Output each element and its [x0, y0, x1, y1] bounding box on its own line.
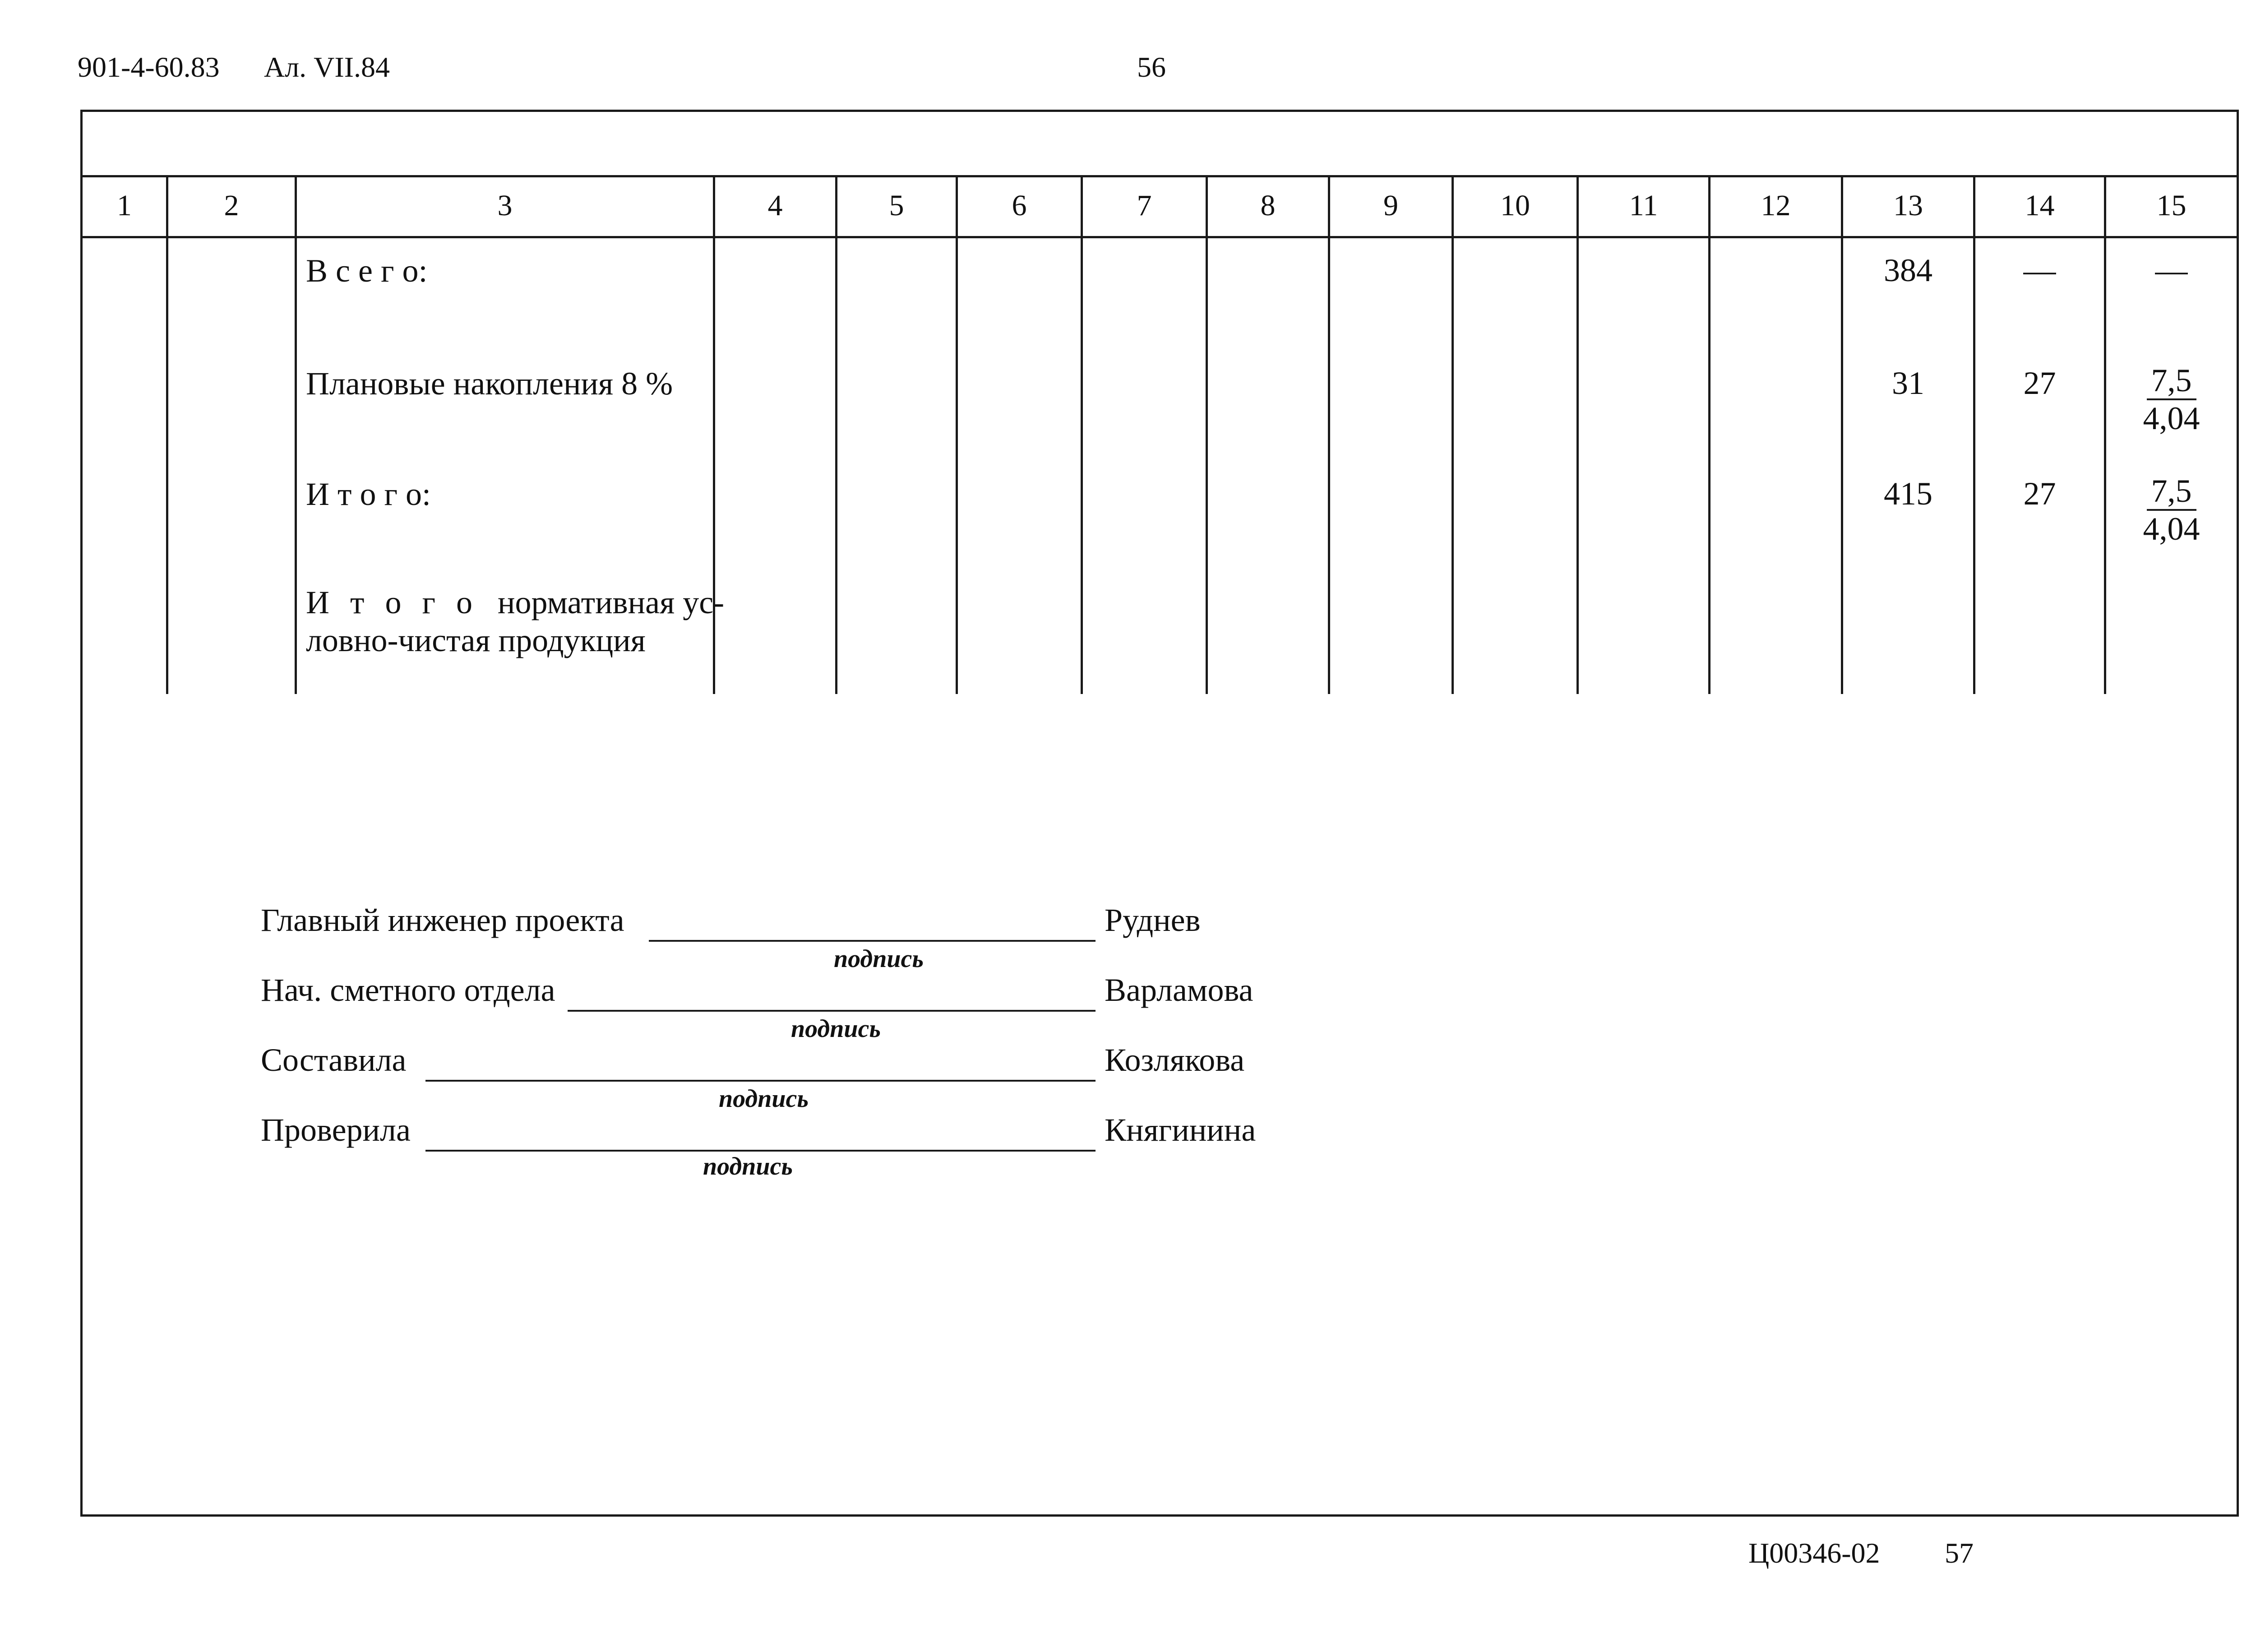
signature-caption: подпись — [719, 1085, 809, 1113]
col-separator — [1206, 175, 1208, 694]
col-number: 6 — [1012, 189, 1027, 222]
fraction-numerator: 7,5 — [2147, 473, 2196, 511]
col-separator — [1328, 175, 1330, 694]
estimate-table — [83, 175, 2237, 694]
col-number: 2 — [224, 189, 239, 222]
col-separator — [1708, 175, 1710, 694]
col-number: 13 — [1893, 189, 1923, 222]
signature-line — [568, 1010, 1096, 1012]
col-number: 11 — [1629, 189, 1658, 222]
col-separator — [956, 175, 958, 694]
signature-role: Главный инженер проекта — [261, 902, 624, 938]
row-planned-col15-fraction — [2106, 362, 2237, 436]
row-subtotal-col15-fraction — [2106, 473, 2237, 547]
row-planned-col13: 31 — [1892, 365, 1924, 401]
row-total-col15: — — [2155, 252, 2188, 288]
col-number: 7 — [1137, 189, 1152, 222]
signature-role: Составила — [261, 1042, 407, 1078]
col-number: 5 — [889, 189, 904, 222]
fraction-denominator: 4,04 — [2143, 511, 2200, 547]
album-label: Ал. VII.84 — [264, 51, 390, 83]
document-frame — [80, 110, 2239, 1517]
page-number: 56 — [1137, 51, 1166, 83]
footer-code: Ц00346-02 — [1748, 1537, 1880, 1569]
row-label-subtotal: И т о г о: — [306, 476, 431, 512]
col-number: 12 — [1761, 189, 1791, 222]
col-separator — [1452, 175, 1454, 694]
table-header-bottom-line — [83, 236, 2237, 238]
col-separator — [166, 175, 168, 694]
signature-role: Нач. сметного отдела — [261, 972, 555, 1008]
row-subtotal-col13: 415 — [1884, 476, 1932, 512]
signature-line — [649, 940, 1096, 942]
row-total-col14: — — [2023, 252, 2056, 288]
col-number: 9 — [1383, 189, 1398, 222]
col-separator — [295, 175, 297, 694]
row-label-net-output-line2: ловно-чистая продукция — [306, 622, 646, 658]
signature-line — [425, 1150, 1096, 1152]
row-label-planned-savings: Плановые накопления 8 % — [306, 366, 673, 402]
doc-code: 901-4-60.83 — [78, 51, 220, 83]
signature-caption: подпись — [834, 945, 924, 973]
col-number: 8 — [1260, 189, 1276, 222]
row-planned-col14: 27 — [2023, 365, 2056, 401]
col-separator — [835, 175, 837, 694]
col-separator — [1576, 175, 1579, 694]
col-number: 10 — [1500, 189, 1530, 222]
row-label-total: В с е г о: — [306, 253, 428, 289]
footer-page: 57 — [1945, 1537, 1974, 1569]
row-total-col13: 384 — [1884, 252, 1932, 288]
signature-name: Варламова — [1105, 972, 1253, 1008]
col-number: 3 — [497, 189, 513, 222]
signature-name: Козлякова — [1105, 1042, 1245, 1078]
row-label-net-output — [306, 583, 724, 659]
fraction-denominator: 4,04 — [2143, 400, 2200, 436]
signature-role: Проверила — [261, 1112, 411, 1148]
fraction-numerator: 7,5 — [2147, 362, 2196, 400]
signature-name: Княгинина — [1105, 1112, 1256, 1148]
col-number: 1 — [117, 189, 132, 222]
signature-caption: подпись — [791, 1015, 881, 1043]
col-number: 14 — [2025, 189, 2055, 222]
col-number: 4 — [767, 189, 783, 222]
row-label-net-output-word: И т о г о — [306, 584, 479, 620]
col-number: 15 — [2156, 189, 2187, 222]
signature-name: Руднев — [1105, 902, 1201, 938]
signature-caption: подпись — [703, 1152, 793, 1180]
col-separator — [1081, 175, 1083, 694]
signature-line — [425, 1080, 1096, 1082]
row-subtotal-col14: 27 — [2023, 476, 2056, 512]
row-label-net-output-line1: нормативная ус- — [498, 584, 725, 620]
